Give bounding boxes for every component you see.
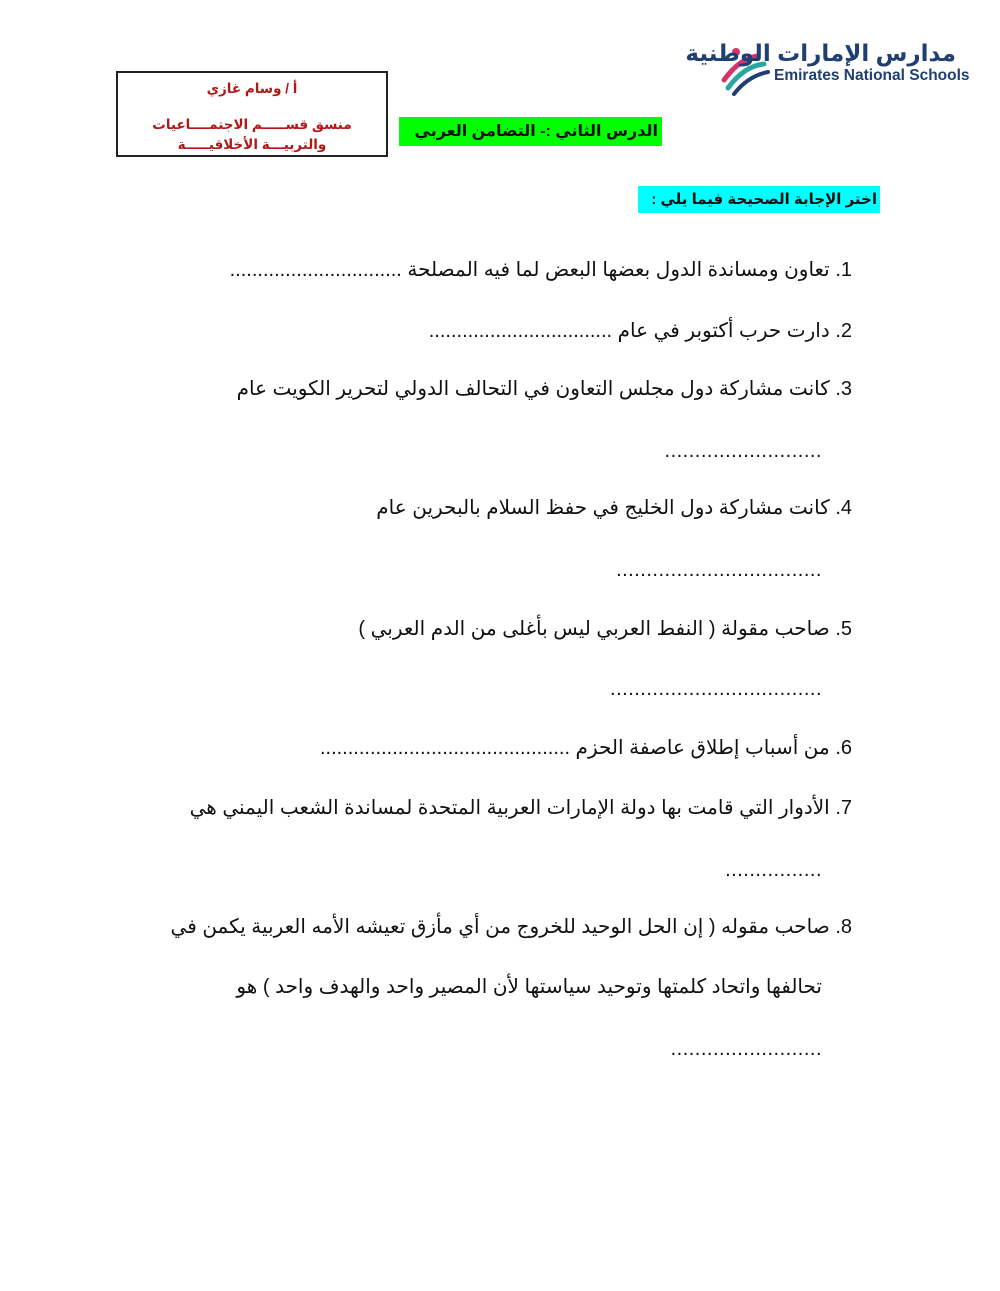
question-8-continuation: تحالفها واتحاد كلمتها وتوحيد سياستها لأن المصير واحد والهدف واحد ) هو [236, 976, 822, 998]
teacher-info-box [116, 71, 388, 157]
instructions: اختر الإجابة الصحيحة فيما يلي : [638, 186, 880, 213]
teacher-role-line2: والتربيـــة الأخلاقيـــــة [177, 137, 327, 152]
question-number: 4. [835, 497, 852, 519]
question-text: تعاون ومساندة الدول بعضها البعض لما فيه المصلحة ............................... [229, 259, 830, 281]
question-7 [190, 795, 852, 821]
answer-line-3: .......................... [664, 440, 822, 462]
question-text: صاحب مقولة ( النفط العربي ليس بأغلى من الدم العربي ) [358, 618, 830, 640]
question-text: كانت مشاركة دول الخليج في حفظ السلام بالبحرين عام [376, 497, 830, 519]
question-number: 8. [835, 916, 852, 938]
lesson-title: الدرس الثاني :- التضامن العربي [399, 117, 662, 146]
question-number: 5. [835, 618, 852, 640]
logo-english-text: Emirates National Schools [774, 67, 970, 84]
question-number: 1. [835, 259, 852, 281]
answer-line-5: ................................... [610, 678, 822, 700]
question-number: 7. [835, 797, 852, 819]
question-number: 3. [835, 378, 852, 400]
question-text: صاحب مقوله ( إن الحل الوحيد للخروج من أي مأزق تعيشه الأمه العربية يكمن في [170, 916, 830, 938]
question-text: كانت مشاركة دول مجلس التعاون في التحالف الدولي لتحرير الكويت عام [236, 378, 830, 400]
question-8 [171, 914, 852, 940]
question-5 [358, 616, 852, 642]
question-2 [429, 318, 852, 344]
question-number: 6. [835, 737, 852, 759]
question-1 [230, 257, 852, 283]
teacher-name: أ / وسام غازي [206, 81, 298, 96]
question-3 [237, 376, 852, 402]
question-6 [320, 735, 852, 761]
logo-arabic-text: مدارس الإمارات الوطنية [685, 40, 956, 66]
teacher-role-line1: منسق قســـــم الاجتمــــاعيات [152, 117, 352, 132]
question-number: 2. [835, 320, 852, 342]
question-4 [376, 495, 852, 521]
school-logo [685, 40, 970, 96]
question-text: الأدوار التي قامت بها دولة الإمارات العربية المتحدة لمساندة الشعب اليمني هي [189, 797, 830, 819]
answer-line-4: .................................. [616, 559, 822, 581]
question-text: دارت حرب أكتوبر في عام ................................. [428, 320, 830, 342]
answer-line-7: ................ [725, 859, 822, 881]
question-text: من أسباب إطلاق عاصفة الحزم ............................................. [319, 737, 830, 759]
answer-line-8: ......................... [670, 1038, 822, 1060]
